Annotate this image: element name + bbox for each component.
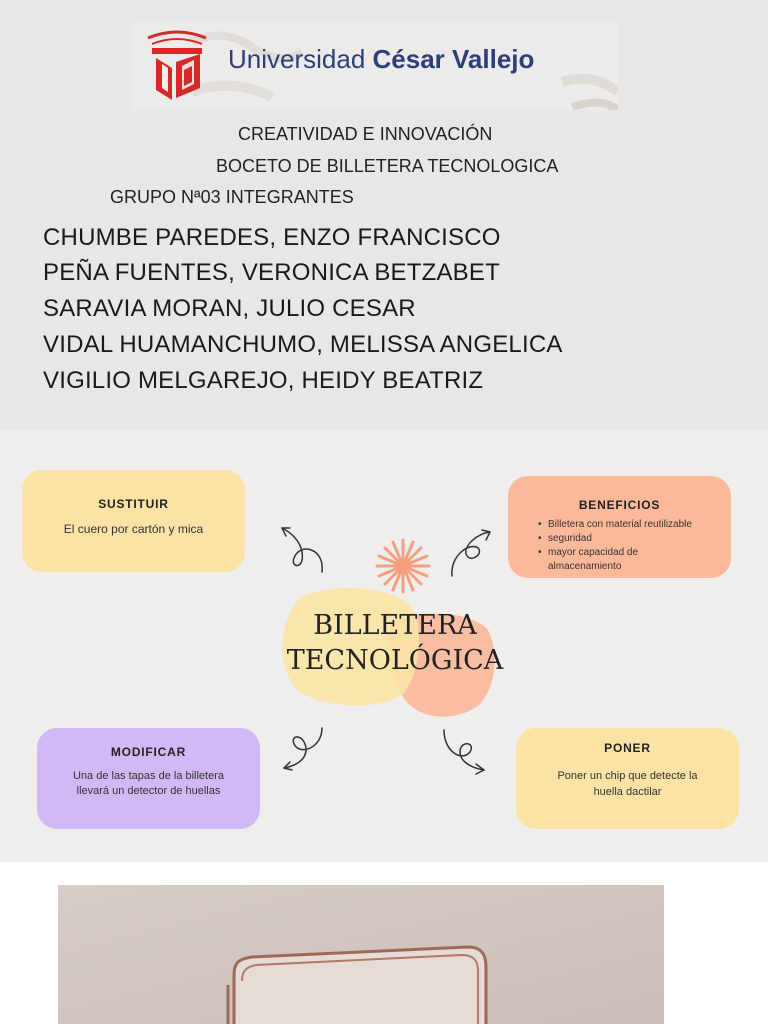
group-title: GRUPO Nª03 INTEGRANTES (110, 187, 354, 207)
arrow-icon (452, 530, 490, 576)
list-item: • mayor capacidad de almacenamiento (538, 546, 713, 574)
beneficios-title: BENEFICIOS (578, 498, 661, 512)
sustituir-card (22, 470, 245, 572)
university-banner (132, 22, 618, 110)
sustituir-text: El cuero por cartón y mica (63, 522, 204, 536)
university-name-bold: César Vallejo (372, 44, 535, 74)
member-name: VIGILIO MELGAREJO, HEIDY BEATRIZ (43, 367, 484, 394)
arrow-icon (444, 730, 484, 774)
member-name: PEÑA FUENTES, VERONICA BETZABET (43, 259, 500, 286)
university-logo (142, 28, 212, 104)
arrow-icon (282, 528, 322, 572)
member-name: CHUMBE PAREDES, ENZO FRANCISCO (43, 224, 501, 251)
center-title-line2: TECNOLÓGICA (286, 645, 504, 676)
wallet-sketch-image (58, 885, 664, 1024)
member-name: VIDAL HUAMANCHUMO, MELISSA ANGELICA (43, 331, 563, 358)
project-title: BOCETO DE BILLETERA TECNOLOGICA (216, 156, 559, 176)
university-name-regular: Universidad (228, 44, 373, 74)
modificar-card (37, 728, 260, 829)
course-title: CREATIVIDAD E INNOVACIÓN (238, 124, 493, 144)
beneficios-list (526, 518, 713, 574)
list-item: • Billetera con material reutilizable (538, 518, 713, 532)
poner-card (516, 728, 739, 829)
sustituir-title: SUSTITUIR (98, 497, 169, 511)
modificar-text: Una de las tapas de la billetera llevará un detector de huellas (72, 770, 225, 797)
center-title-line1: BILLETERA (313, 610, 477, 641)
poner-text: Poner un chip que detecte la huella dactilar (557, 770, 698, 798)
modificar-title: MODIFICAR (110, 745, 187, 759)
beneficios-card (508, 476, 731, 578)
sketch-page (0, 862, 768, 1024)
wallet-sketch-photo (58, 885, 664, 1024)
sunburst-icon (377, 540, 429, 592)
center-title (280, 608, 510, 678)
university-name (228, 44, 534, 75)
member-name: SARAVIA MORAN, JULIO CESAR (43, 295, 416, 322)
poner-title: PONER (604, 741, 651, 755)
list-item: • seguridad (538, 532, 713, 546)
arrow-icon (284, 728, 322, 770)
mindmap-page (0, 430, 768, 862)
cover-page (0, 0, 768, 430)
